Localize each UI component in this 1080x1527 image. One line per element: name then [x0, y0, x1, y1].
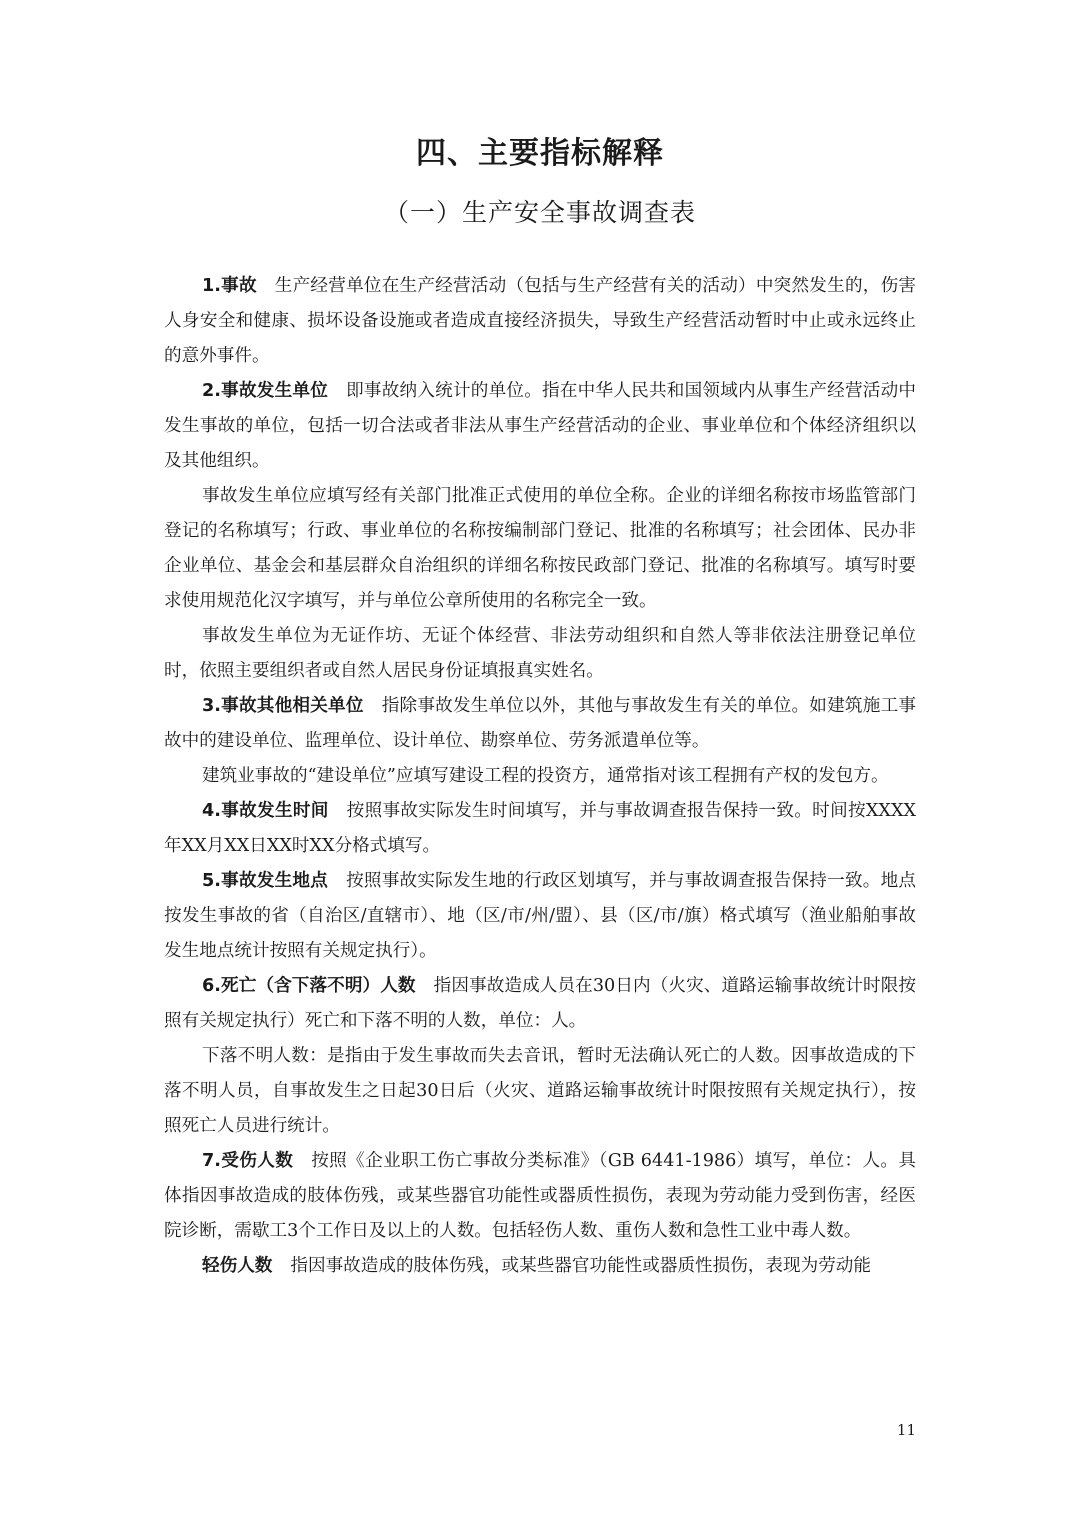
paragraph-deaths — [164, 969, 916, 1039]
paragraph-text: 指除事故发生单位以外，其他与事故发生有关的单位。如建筑施工事故中的建设单位、监理单位、设计单位、勘察单位、劳务派遣单位等。 — [164, 696, 916, 751]
term-label: 6.死亡（含下落不明）人数 — [202, 976, 416, 996]
paragraph-accident-time — [164, 794, 916, 864]
document-body — [164, 269, 916, 1284]
term-label: 4.事故发生时间 — [202, 801, 329, 821]
term-label: 2.事故发生单位 — [202, 381, 329, 401]
term-label: 7.受伤人数 — [202, 1151, 294, 1171]
term-label: 5.事故发生地点 — [202, 871, 329, 891]
paragraph-text: 事故发生单位为无证作坊、无证个体经营、非法劳动组织和自然人等非依法注册登记单位时，依照主要组织者或自然人居民身份证填报真实姓名。 — [164, 626, 916, 681]
paragraph-text: 按照事故实际发生时间填写，并与事故调查报告保持一致。时间按XXXX年XX月XX日XX时XX分格式填写。 — [164, 801, 916, 856]
paragraph-unregistered-unit — [164, 619, 916, 689]
paragraph-missing — [164, 1039, 916, 1144]
paragraph-related-units — [164, 689, 916, 759]
paragraph-text: 生产经营单位在生产经营活动（包括与生产经营有关的活动）中突然发生的，伤害人身安全和健康、损坏设备设施或者造成直接经济损失，导致生产经营活动暂时中止或永远终止的意外事件。 — [164, 276, 916, 366]
page-title: 四、主要指标解释 — [416, 136, 664, 171]
paragraph-text: 事故发生单位应填写经有关部门批准正式使用的单位全称。企业的详细名称按市场监管部门登记的名称填写；行政、事业单位的名称按编制部门登记、批准的名称填写；社会团体、民办非企业单位、基金会和基层群众自治组织的详细名称按民政部门登记、批准的名称填写。填写时要求使用规范化汉字填写，并与单位公章所使用的名称完全一致。 — [164, 486, 916, 611]
paragraph-injuries — [164, 1144, 916, 1249]
paragraph-accident-unit — [164, 374, 916, 479]
term-label: 1.事故 — [202, 276, 257, 296]
paragraph-text: 指因事故造成的肢体伤残，或某些器官功能性或器质性损伤，表现为劳动能 — [290, 1256, 871, 1276]
paragraph-text: 即事故纳入统计的单位。指在中华人民共和国领域内从事生产经营活动中发生事故的单位，包括一切合法或者非法从事生产经营活动的企业、事业单位和个体经济组织以及其他组织。 — [164, 381, 916, 471]
paragraph-accident-location — [164, 864, 916, 969]
section-subtitle: （一）生产安全事故调查表 — [383, 198, 696, 227]
paragraph-text: 按照《企业职工伤亡事故分类标准》（GB 6441-1986）填写，单位：人。具体指因事故造成的肢体伤残，或某些器官功能性或器质性损伤，表现为劳动能力受到伤害，经医院诊断，需歇工3个工作日及以上的人数。包括轻伤人数、重伤人数和急性工业中毒人数。 — [164, 1151, 916, 1241]
paragraph-construction-unit — [164, 759, 916, 794]
paragraph-minor-injuries — [164, 1249, 916, 1284]
paragraph-text: 指因事故造成人员在30日内（火灾、道路运输事故统计时限按照有关规定执行）死亡和下落不明的人数，单位：人。 — [164, 976, 917, 1031]
paragraph-accident — [164, 269, 916, 374]
term-label: 轻伤人数 — [202, 1256, 273, 1276]
term-label: 3.事故其他相关单位 — [202, 696, 364, 716]
paragraph-text: 建筑业事故的“建设单位”应填写建设工程的投资方，通常指对该工程拥有产权的发包方。 — [202, 766, 889, 786]
paragraph-text: 按照事故实际发生地的行政区划填写，并与事故调查报告保持一致。地点按发生事故的省（自治区/直辖市）、地（区/市/州/盟）、县（区/市/旗）格式填写（渔业船舶事故发生地点统计按照有关规定执行）。 — [164, 871, 916, 961]
paragraph-text: 下落不明人数：是指由于发生事故而失去音讯，暂时无法确认死亡的人数。因事故造成的下落不明人员，自事故发生之日起30日后（火灾、道路运输事故统计时限按照有关规定执行），按照死亡人员进行统计。 — [164, 1046, 916, 1136]
paragraph-unit-name-rule — [164, 479, 916, 619]
page-number: 11 — [896, 1421, 916, 1439]
